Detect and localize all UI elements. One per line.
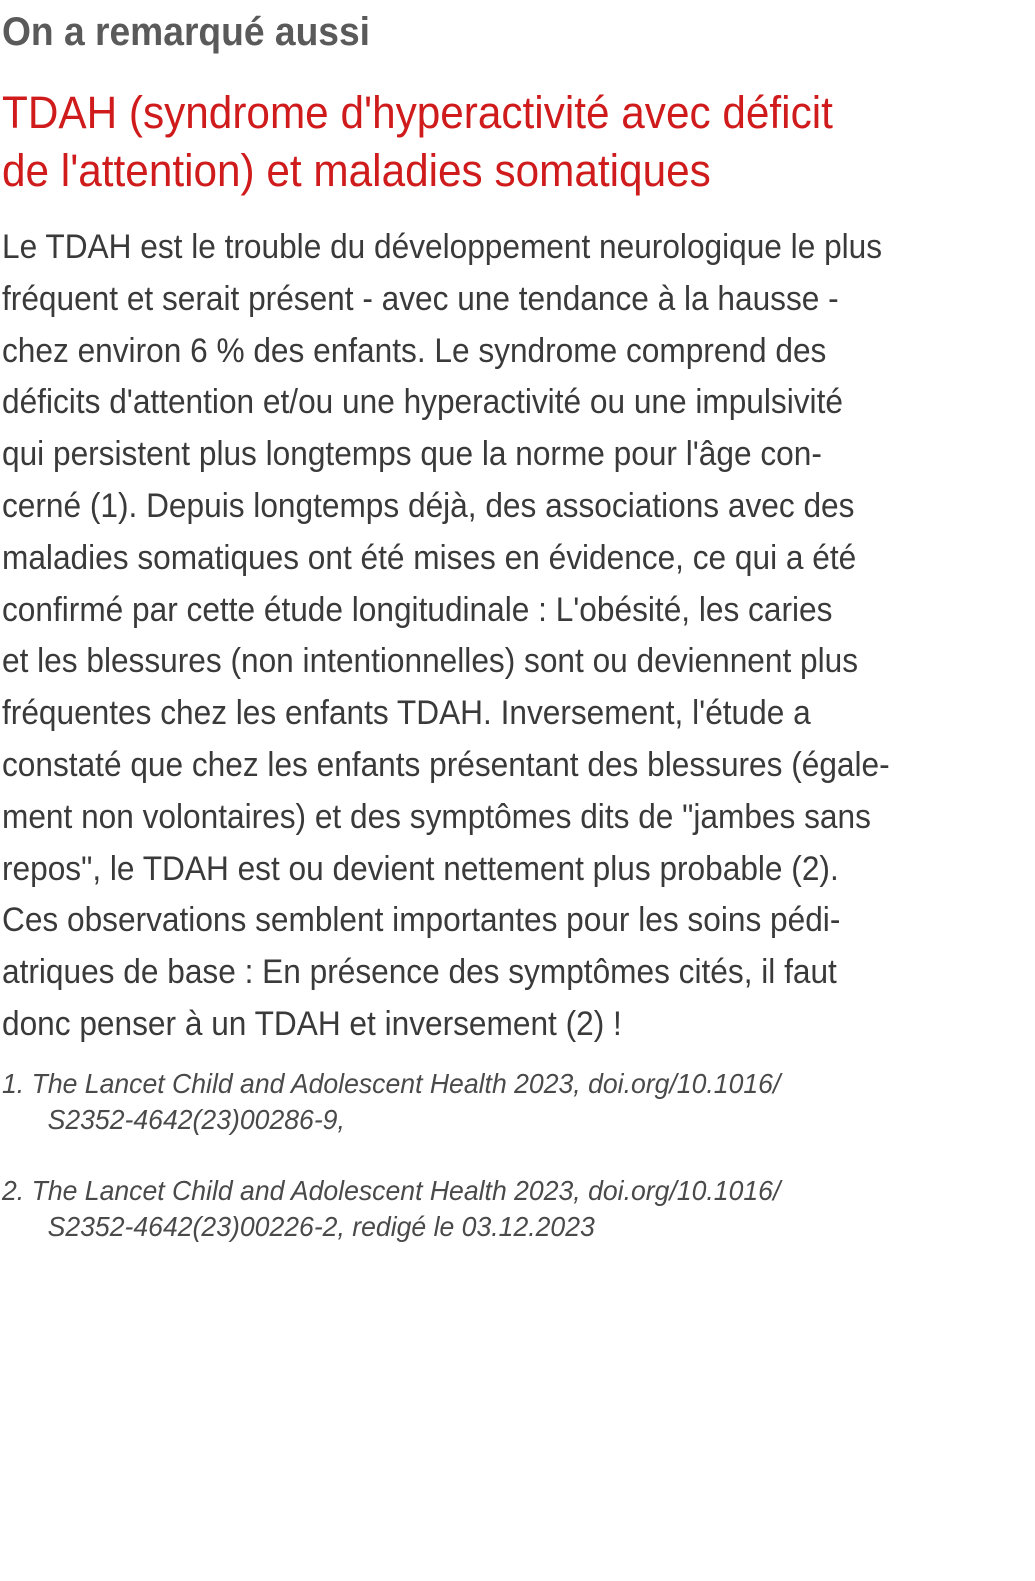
body-line: repos", le TDAH est ou devient nettement plus probable (2). bbox=[2, 849, 839, 888]
reference-list bbox=[2, 1066, 1032, 1280]
reference-doi-continuation: S2352-4642(23)00286-9, bbox=[47, 1104, 345, 1135]
body-line: constaté que chez les enfants présentant des blessures (égale- bbox=[2, 745, 890, 784]
body-line: Ces observations semblent importantes pour les soins pédi- bbox=[2, 901, 841, 940]
body-line: maladies somatiques ont été mises en évidence, ce qui a été bbox=[2, 538, 857, 577]
reference-doi-continuation: S2352-4642(23)00226-2, redigé le 03.12.2023 bbox=[47, 1211, 595, 1242]
article-body bbox=[2, 222, 1035, 1051]
reference-item bbox=[2, 1173, 1032, 1245]
article-title-line-2: de l'attention) et maladies somatiques bbox=[2, 145, 711, 196]
reference-citation: 2. The Lancet Child and Adolescent Health 2023, doi.org/10.1016/ bbox=[2, 1175, 781, 1206]
body-line: cerné (1). Depuis longtemps déjà, des associations avec des bbox=[2, 486, 855, 525]
body-line: donc penser à un TDAH et inversement (2) ! bbox=[2, 1004, 622, 1043]
body-line: déficits d'attention et/ou une hyperactivité ou une impulsivité bbox=[2, 383, 843, 422]
body-line: confirmé par cette étude longitudinale : L'obésité, les caries bbox=[2, 590, 833, 629]
body-line: fréquentes chez les enfants TDAH. Inversement, l'étude a bbox=[2, 694, 811, 733]
body-line: Le TDAH est le trouble du développement neurologique le plus bbox=[2, 228, 883, 266]
body-line: ment non volontaires) et des symptômes dits de "jambes sans bbox=[2, 797, 871, 836]
body-line: chez environ 6 % des enfants. Le syndrome comprend des bbox=[2, 331, 827, 370]
body-line: et les blessures (non intentionnelles) sont ou deviennent plus bbox=[2, 642, 859, 681]
body-line: qui persistent plus longtemps que la norme pour l'âge con- bbox=[2, 435, 822, 474]
body-line: fréquent et serait présent - avec une tendance à la hausse - bbox=[2, 279, 839, 318]
section-kicker: On a remarqué aussi bbox=[2, 10, 371, 54]
reference-citation: 1. The Lancet Child and Adolescent Health 2023, doi.org/10.1016/ bbox=[2, 1068, 781, 1099]
reference-item bbox=[2, 1066, 1032, 1138]
article-title bbox=[2, 84, 1032, 200]
article-title-line-1: TDAH (syndrome d'hyperactivité avec déficit bbox=[2, 87, 833, 138]
body-line: atriques de base : En présence des symptômes cités, il faut bbox=[2, 953, 837, 992]
